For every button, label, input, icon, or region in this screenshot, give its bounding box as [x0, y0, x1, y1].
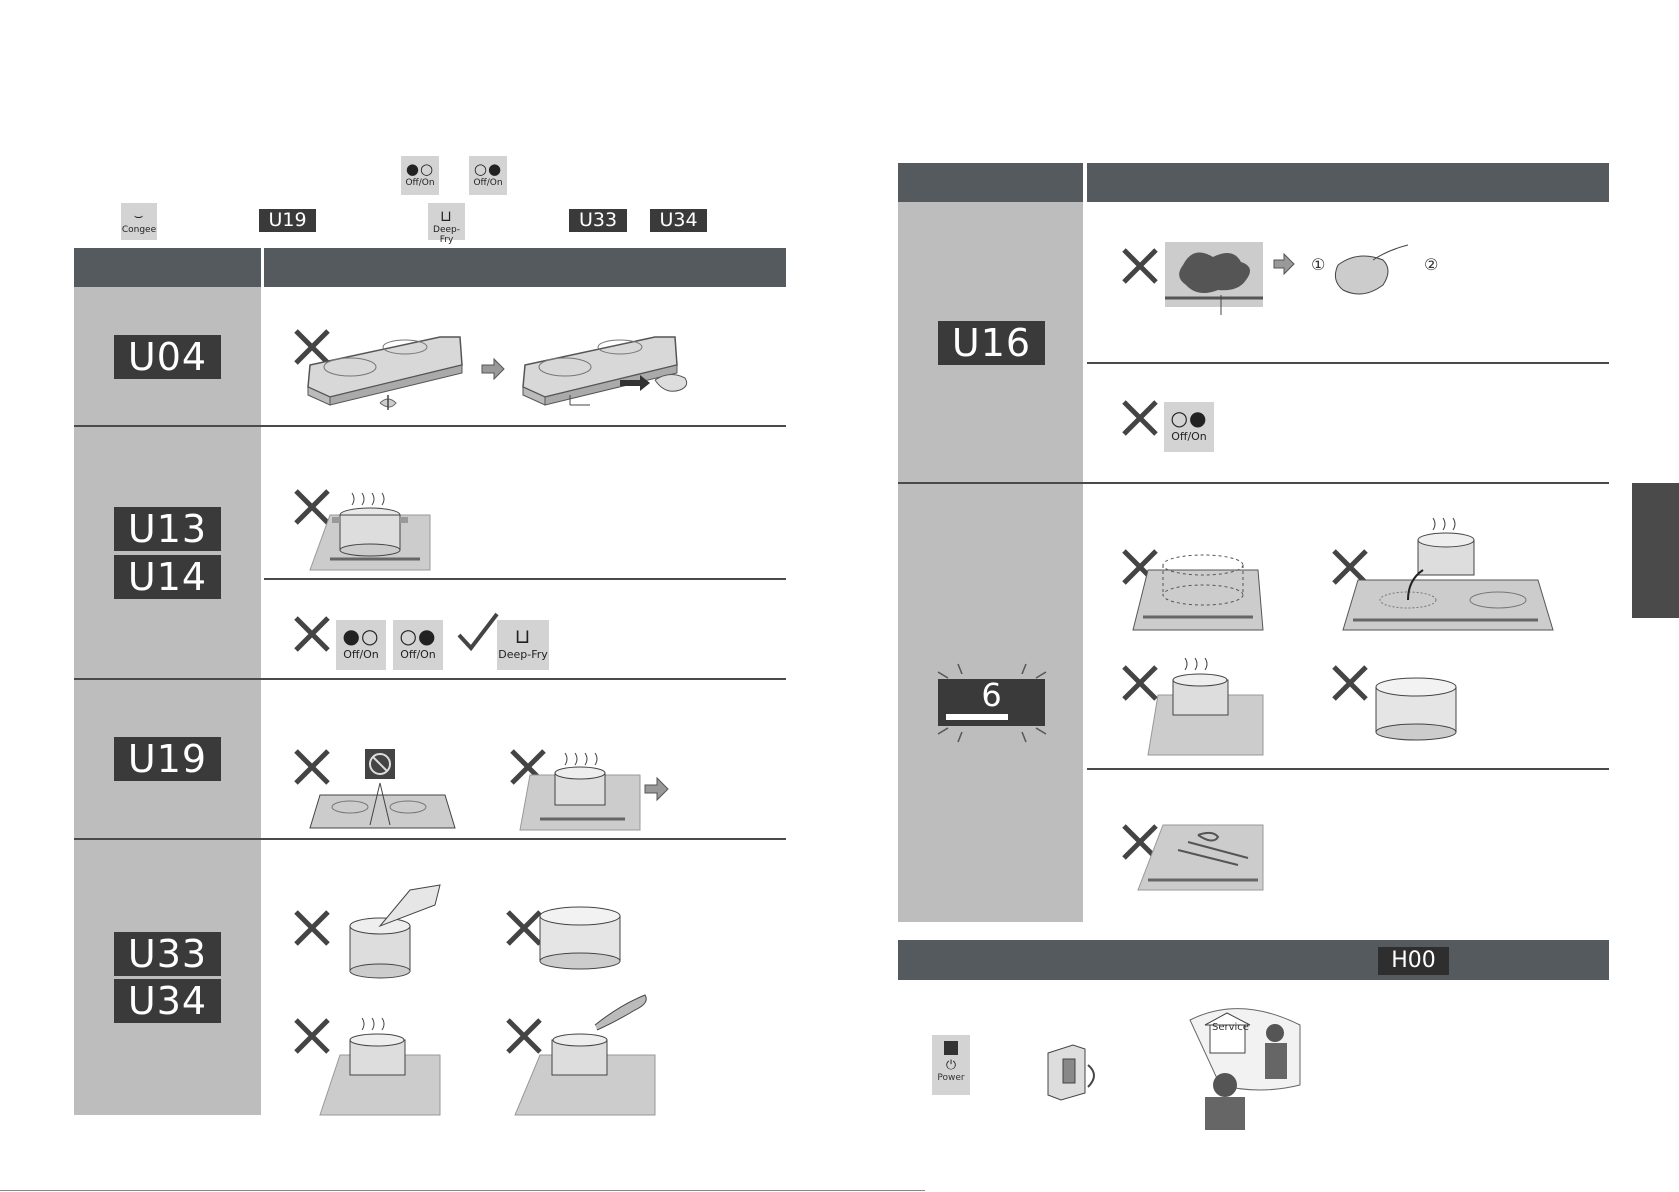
power-label: Power	[937, 1073, 965, 1083]
left-subrow-divider	[264, 578, 786, 580]
deep-fry-icon	[428, 203, 465, 245]
congee-label: Congee	[121, 225, 157, 235]
error-code-u13: U13	[114, 507, 221, 551]
cross-icon	[1124, 826, 1156, 858]
error-code-u04: U04	[114, 335, 221, 379]
left-row-divider	[74, 425, 786, 427]
off-on-press-icon	[1164, 402, 1214, 452]
left-row-divider	[74, 678, 786, 680]
cross-icon	[508, 1020, 540, 1052]
left-table-header-detail	[264, 248, 786, 287]
display-digit: 6	[981, 676, 1002, 714]
cross-icon	[290, 612, 334, 656]
cutlery-illustration	[1118, 820, 1268, 895]
intro-code-u34: U34	[650, 209, 707, 232]
off-on-left-button-icon	[336, 620, 386, 670]
deep-fry-button-icon	[497, 620, 549, 670]
step-number-1: ①	[1311, 255, 1326, 274]
deep-fry-glyph: ⊔	[440, 207, 453, 225]
arrow-right-icon	[482, 359, 504, 379]
off-on-left-glyph: ●○	[405, 160, 435, 178]
cross-icon	[1334, 551, 1366, 583]
off-on-press-glyph: ○●	[1170, 406, 1208, 430]
right-subrow-divider	[1087, 768, 1609, 770]
right-subrow-divider	[1087, 362, 1609, 364]
off-on-press-label: Off/On	[1171, 430, 1207, 443]
right-row-divider	[898, 482, 1609, 484]
cross-icon	[1334, 667, 1366, 699]
footer-rule	[0, 1190, 925, 1191]
cross-icon	[1124, 250, 1156, 282]
side-tab	[1632, 483, 1679, 618]
cross-icon	[296, 912, 328, 944]
cross-icon	[296, 331, 328, 363]
off-on-right-label: Off/On	[473, 178, 503, 188]
left-table-header-code	[74, 248, 261, 287]
right-table-code-column	[898, 202, 1083, 922]
right-table-header-code	[898, 163, 1083, 202]
intro-code-u19: U19	[259, 209, 316, 232]
intro-code-u33: U33	[569, 209, 627, 232]
breaker-switch-icon	[1043, 1045, 1103, 1100]
error-code-u16: U16	[938, 321, 1045, 365]
step-number-2: ②	[1424, 255, 1439, 274]
cross-icon	[508, 912, 540, 944]
deep-fry-label: Deep-Fry	[433, 225, 460, 245]
flash-rays	[928, 662, 1056, 744]
u04-cooktop-cloth-illustration	[290, 325, 690, 415]
congee-glyph: ⌣	[133, 207, 145, 225]
cross-icon	[296, 491, 328, 523]
cross-icon	[1124, 667, 1156, 699]
off-on-right-icon	[469, 156, 507, 195]
off-on-left-button-label: Off/On	[343, 648, 379, 661]
right-table-header-detail	[1087, 163, 1609, 202]
pot-position-illustrations	[1118, 515, 1558, 755]
cross-icon	[1118, 396, 1162, 440]
u19-illustration	[290, 745, 690, 840]
cross-icon	[296, 751, 328, 783]
power-button-icon: ⏻ Power	[932, 1035, 970, 1095]
off-on-left-icon	[401, 156, 439, 195]
checkmark-icon	[455, 610, 500, 655]
deep-fry-button-label: Deep-Fry	[498, 648, 548, 661]
off-on-right-button-label: Off/On	[400, 648, 436, 661]
u13-pot-illustration	[290, 485, 450, 570]
off-on-right-button-icon	[393, 620, 443, 670]
arrow-right-icon	[645, 778, 668, 800]
error-code-u19: U19	[114, 737, 221, 781]
deep-fry-button-glyph: ⊔	[514, 624, 532, 648]
u33-pot-illustrations	[290, 890, 670, 1115]
off-on-left-button-glyph: ●○	[342, 624, 380, 648]
code-h00: H00	[1378, 947, 1449, 975]
service-label: Service	[1212, 1022, 1249, 1033]
error-code-u34: U34	[114, 979, 221, 1023]
u16-spill-illustration	[1118, 240, 1448, 315]
off-on-right-glyph: ○●	[473, 160, 503, 178]
congee-icon	[121, 203, 157, 240]
error-code-u33: U33	[114, 932, 221, 976]
error-code-u14: U14	[114, 555, 221, 599]
arrow-right-icon	[1274, 254, 1294, 274]
off-on-left-label: Off/On	[405, 178, 435, 188]
cross-icon	[296, 1020, 328, 1052]
bottom-bar	[898, 940, 1609, 980]
off-on-right-button-glyph: ○●	[399, 624, 437, 648]
